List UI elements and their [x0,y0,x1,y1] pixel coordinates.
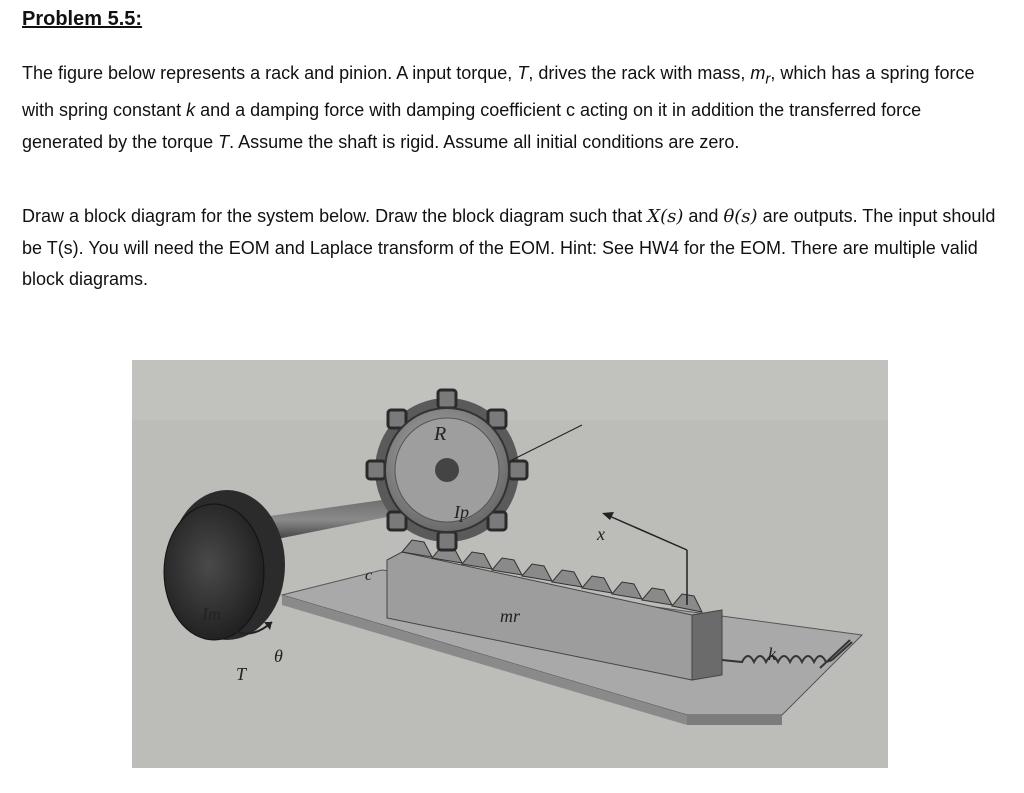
rack-and-pinion-figure [132,360,888,768]
torque-symbol: T [218,131,230,152]
text-run: The figure below represents a rack and pinion. A input torque, [22,63,518,83]
spring-constant-symbol: k [186,100,196,121]
text-run: are outputs. The input should be T(s). You will need the EOM and Laplace transform of the EOM. Hint: See HW4 for the EOM. There are multiple valid block diagrams. [22,206,996,289]
angle-label: θ [274,646,283,666]
torque-symbol: T [517,63,529,83]
text-run: and [683,206,724,226]
text-run: . Assume the shaft is rigid. Assume all initial conditions are zero. [229,131,740,152]
motor-inertia-label: Im [202,604,221,624]
theta-output-symbol: θ(s) [723,206,758,227]
torque-label: T [236,664,247,684]
x-output-symbol: X(s) [647,206,684,227]
problem-instructions [22,201,1007,296]
displacement-label: x [597,524,605,544]
problem-title: Problem 5.5: [22,8,143,30]
rack-mass-label: mr [500,606,521,626]
pinion-inertia-label: Ip [454,502,469,522]
pinion-gear [367,390,527,550]
mass-symbol: $m_r$ [750,63,771,88]
spring-constant-label: k [768,644,776,664]
radius-label: R [434,423,447,445]
damper-label: c [365,567,373,584]
text-run: , drives the rack with mass, [528,63,751,83]
problem-description [22,58,1007,158]
text-run: Draw a block diagram for the system below. Draw the block diagram such that [22,206,648,226]
rack-and-pinion-drawing [132,360,888,768]
text-run: , which has a spring force with spring constant [22,63,975,121]
text-run: and a damping force with damping coefficient c acting on it in addition the transferred force generated by the torque [22,100,922,152]
